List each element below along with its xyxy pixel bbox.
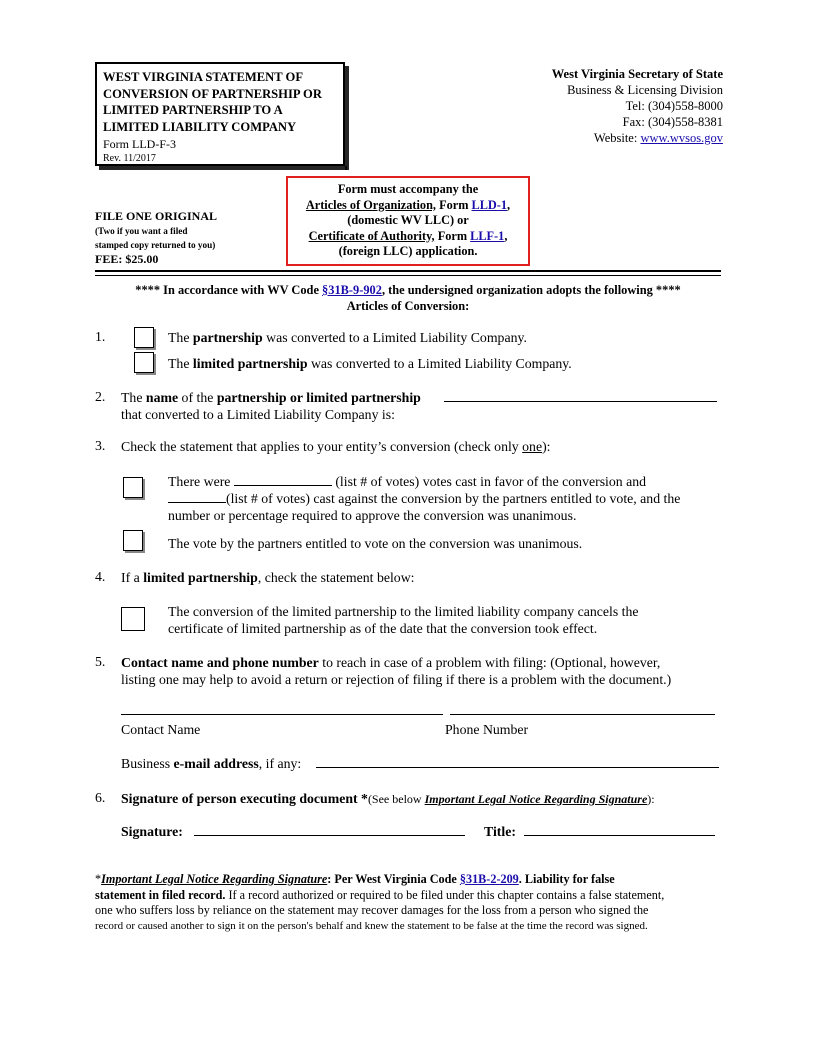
signature-label: Signature: [121,824,183,839]
legal-line-2-bold: statement in filed record. [95,887,226,902]
item-4-number: 4. [95,569,106,584]
notice-form-text-2: Form [434,228,471,243]
item-6-bold: Signature of person executing document * [121,791,368,806]
accordance-pre: **** In accordance with WV Code [135,283,323,297]
item-3-option-b: The vote by the partners entitled to vote on the conversion was unanimous. [168,536,583,551]
notice-comma: , [507,197,511,212]
opt-a-l2b: (list # of votes) cast against the conversion by the partners entitled to vote, and the [226,491,681,506]
file-instructions [95,209,217,267]
item-5-post: to reach in case of a problem with filing: (Optional, however, [318,655,661,670]
email-pre: Business [121,756,174,771]
title-box-shadow [99,166,347,170]
file-one-original: FILE ONE ORIGINAL [95,209,218,223]
item-5-line-2: listing one may help to avoid a return or rejection of filing if there is a problem with the document.) [121,672,672,687]
form-number: Form LLD-F-3 [103,137,176,151]
opt-a-pre: The [168,330,193,345]
file-sub-line-2: stamped copy returned to you) [95,240,216,250]
articles-of-organization-text: Articles of Organization, [305,197,436,212]
opt-a-line-1 [168,473,728,490]
title-field[interactable] [524,835,715,836]
item-6-legal-notice-ref: Important Legal Notice Regarding Signature [424,792,648,806]
legal-line-2-rest: If a record authorized or required to be filed under this chapter contains a false statement, [225,887,665,902]
notice-comma-2: , [504,228,508,243]
legal-line-2 [95,888,725,904]
legal-star: * [95,872,102,886]
item-2-text [121,389,721,406]
website-link[interactable]: www.wvsos.gov [640,131,723,145]
item-3-number: 3. [95,438,106,453]
file-sub-line-1: (Two if you want a filed [95,226,188,236]
item-3-pre: Check the statement that applies to your entity’s conversion (check only [121,439,523,454]
votes-for-field[interactable] [234,485,332,486]
item-6-number: 6. [95,790,106,805]
legal-notice-title: Important Legal Notice Regarding Signature [101,872,328,886]
item-4-text [121,569,415,586]
votes-cast-checkbox[interactable] [123,477,143,498]
notice-line-5: (foreign LLC) application. [338,244,478,259]
accompany-notice-box [286,176,530,266]
unanimous-vote-checkbox[interactable] [123,530,143,551]
opt-b-bold: limited partnership [192,356,308,371]
agency-name: West Virginia Secretary of State [551,67,723,81]
email-label [121,755,301,772]
item-2-pre: The [121,390,146,405]
notice-line-3: (domestic WV LLC) or [347,213,469,228]
limited-partnership-checkbox[interactable] [134,352,154,373]
form-title-line-1: WEST VIRGINIA STATEMENT OF [103,70,304,84]
form-title-line-2: CONVERSION OF PARTNERSHIP OR [103,86,322,101]
item-4-option [168,603,639,637]
item-4-post: , check the statement below: [257,570,415,585]
agency-website-row [552,130,723,146]
item-2-line-2: that converted to a Limited Liability Company is: [121,407,395,422]
certificate-of-authority-text: Certificate of Authority, [308,228,435,243]
item-5-bold: Contact name and phone number [121,655,319,670]
opt-a-l1b: (list # of votes) votes cast in favor of the conversion and [331,474,647,489]
accordance-statement [95,282,721,314]
agency-fax: Fax: (304)558-8381 [622,115,723,129]
accordance-line-2: Articles of Conversion: [346,299,470,313]
agency-division: Business & Licensing Division [567,83,723,97]
item-1-option-a [168,329,527,346]
legal-notice [95,872,725,934]
legal-line-3: one who suffers loss by reliance on the statement may recover damages for the loss from a person who signed the [95,903,649,917]
item-5-text [121,654,731,688]
email-field[interactable] [316,767,719,768]
item-2-mid: of the [178,390,217,405]
item-5-number: 5. [95,654,106,669]
opt-a-line-3: number or percentage required to approve the conversion was unanimous. [168,508,577,523]
partnership-checkbox[interactable] [134,327,154,348]
opt-a-bold: partnership [192,330,263,345]
item-3-post: ): [542,439,551,454]
code-31b-2-209-link[interactable]: §31B-2-209 [459,872,519,886]
item-6-small-pre: (See below [367,792,425,806]
email-bold: e-mail address [173,756,259,771]
item-3-option-a [168,473,728,524]
agency-info [552,66,723,146]
header-divider-thick [95,270,721,272]
notice-line-2 [288,198,528,214]
lld-1-link[interactable]: LLD-1 [471,197,508,212]
form-title-line-3: LIMITED PARTNERSHIP TO A [103,103,283,117]
item-4-pre: If a [121,570,144,585]
code-31b-9-902-link[interactable]: §31B-9-902 [322,283,382,297]
votes-against-field[interactable] [168,502,226,503]
item-2-bold-entity: partnership or limited partnership [216,390,421,405]
header-divider-thin [95,275,721,276]
item-4-bold: limited partnership [143,570,258,585]
llf-1-link[interactable]: LLF-1 [470,228,505,243]
opt-a-post: was converted to a Limited Liability Company. [262,330,527,345]
legal-colon: : Per [327,872,356,886]
filing-fee: FEE: $25.00 [95,252,159,266]
legal-line-4: record or caused another to sign it on the person's behalf and knew the statement to be false at the time the record was signed. [95,919,648,932]
agency-tel: Tel: (304)558-8000 [625,99,723,113]
opt-b-pre: The [168,356,193,371]
item-4-option-line-1: The conversion of the limited partnership to the limited liability company cancels the [168,604,639,619]
legal-liability-heading: . Liability for false [518,872,615,886]
contact-name-label: Contact Name [121,722,201,737]
accordance-line-1 [95,282,721,298]
entity-name-field[interactable] [444,401,717,402]
opt-b-post: was converted to a Limited Liability Company. [307,356,572,371]
title-box-shadow-side [345,66,349,170]
item-3-one: one [522,439,543,454]
legal-code-label: West Virginia Code [355,872,460,886]
contact-name-field[interactable] [121,714,443,715]
form-revision: Rev. 11/2017 [103,153,156,164]
item-4-option-line-2: certificate of limited partnership as of the date that the conversion took effect. [168,621,598,636]
form-title-line-4: LIMITED LIABILITY COMPANY [103,119,297,134]
cancel-certificate-checkbox[interactable] [121,607,145,631]
signature-field[interactable] [194,835,465,836]
notice-line-4 [288,229,528,245]
accordance-post: , the undersigned organization adopts the following **** [381,283,681,297]
item-6-small-post: ): [647,792,655,806]
item-5-line-1 [121,654,731,671]
title-label: Title: [484,824,516,839]
item-1-option-b [168,355,572,372]
item-6-text [121,790,655,808]
phone-number-label: Phone Number [445,722,529,737]
website-label: Website: [593,131,641,145]
item-1-number: 1. [95,329,106,344]
item-3-text [121,438,551,455]
item-2-bold-name: name [145,390,179,405]
notice-line-1: Form must accompany the [337,182,479,196]
email-post: , if any: [258,756,302,771]
legal-line-1 [95,872,725,888]
phone-number-field[interactable] [450,714,715,715]
opt-a-l1a: There were [168,474,234,489]
item-2-number: 2. [95,389,106,404]
opt-a-line-2 [168,490,728,507]
notice-form-text: Form [436,197,472,212]
form-title-box [95,62,345,166]
